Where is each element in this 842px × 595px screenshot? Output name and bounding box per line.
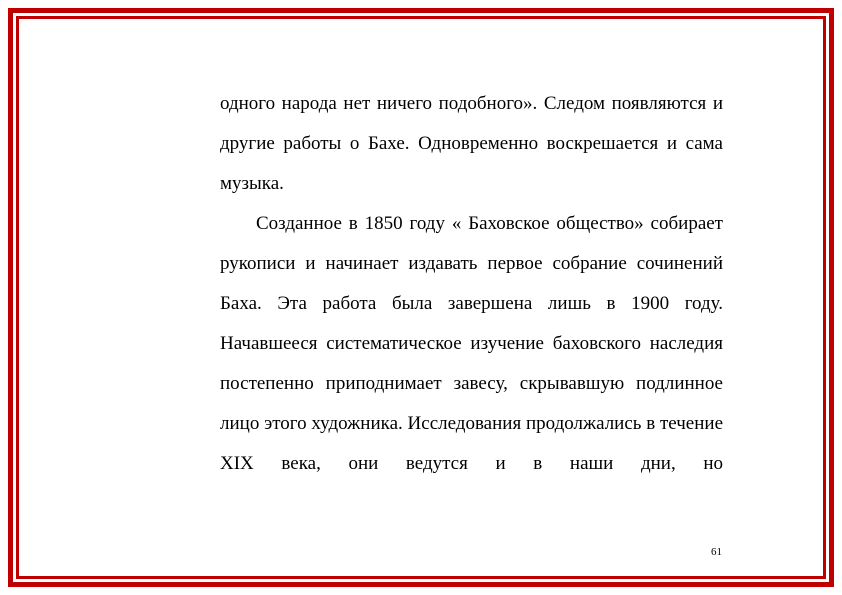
- paragraph-main: Созданное в 1850 году « Баховское общество» собирает рукописи и начинает издавать первое собрание сочинений Баха. Эта работа была завершена лишь в 1900 году. Начавшееся систематическое изучение баховского наследия постепенно приподнимает завесу, скрывавшую подлинное лицо этого художника. Исследования продолжались в течение XIX века, они ведутся и в наши дни, но: [220, 213, 723, 474]
- paragraph-continuation: одного народа нет ничего подобного». Следом появляются и другие работы о Бахе. Одновременно воскрешается и сама музыка.: [220, 93, 723, 194]
- page-number: 61: [711, 546, 722, 558]
- body-text: [220, 84, 723, 484]
